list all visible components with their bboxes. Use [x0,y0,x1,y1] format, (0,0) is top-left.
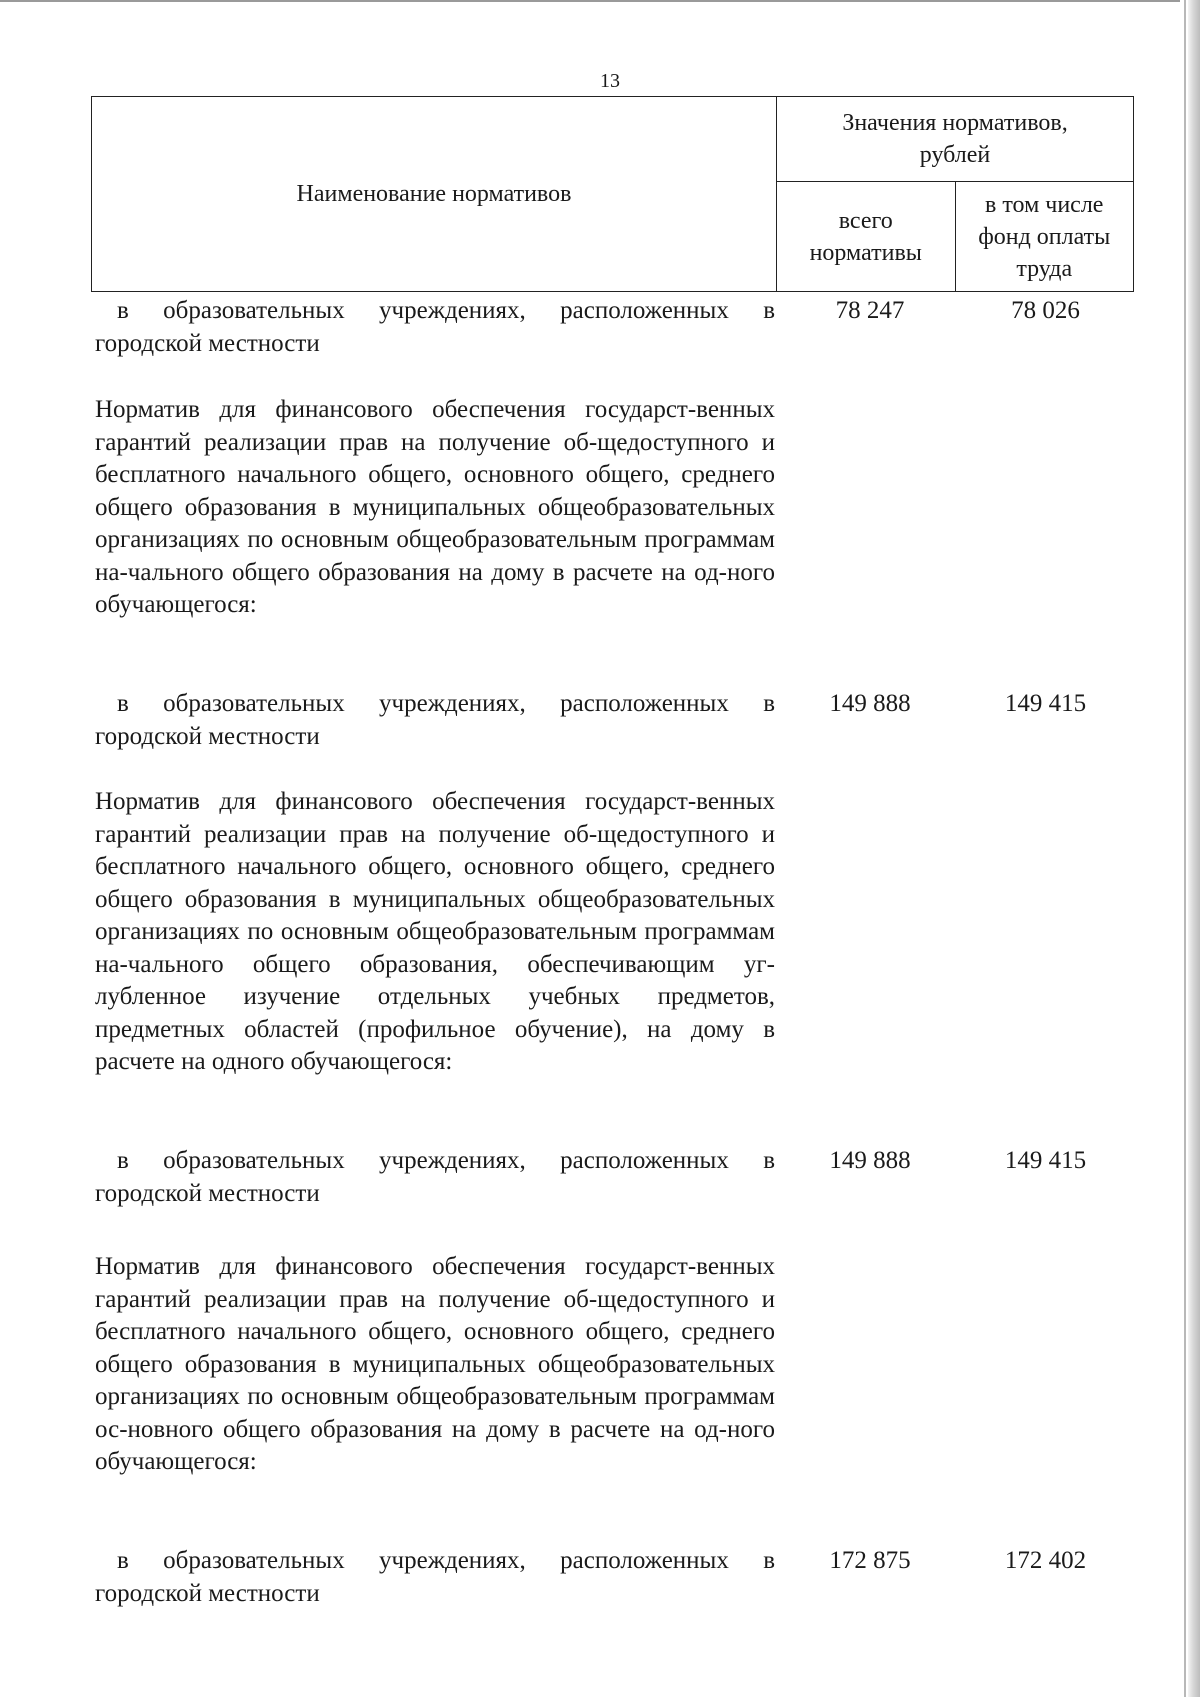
row-label [95,688,775,753]
row-label-rest: городской местности [95,722,320,750]
value-fund: 149 415 [1004,1147,1087,1174]
normative-paragraph: Норматив для финансового обеспечения государст-венных гарантий реализации прав на получение об-щедоступного и бесплатного начального общего, основного общего, среднего общего образования в муниципальных общеобразовательных организациях по основным общеобразовательным программам на-чального общего образования на дому в расчете на од-ного обучающегося: [95,396,775,618]
value-total: 149 888 [829,1147,911,1174]
row-label [95,295,775,360]
row-label-rest: городской местности [95,1179,320,1207]
row-label [95,1545,775,1610]
row-label-first-line: в образовательных учреждениях, расположенных в [117,1147,775,1174]
normative-paragraph: Норматив для финансового обеспечения государст-венных гарантий реализации прав на получение об-щедоступного и бесплатного начального общего, основного общего, среднего общего образования в муниципальных общеобразовательных организациях по основным общеобразовательным программам на-чального общего образования, обеспечивающим уг-лубленное изучение отдельных учебных предметов, предметных областей (профильное обучение), на дому в расчете на одного обучающегося: [95,788,775,1075]
value-fund: 78 026 [1011,297,1080,324]
value-total: 149 888 [829,690,911,717]
value-fund: 149 415 [1004,690,1087,717]
row-label-first-line: в образовательных учреждениях, расположенных в [117,297,775,324]
header-name-label: Наименование нормативов [296,181,572,207]
header-values-group-label: Значения нормативов, рублей [842,110,1068,168]
row-label-rest: городской местности [95,329,320,357]
row-label-first-line: в образовательных учреждениях, расположенных в [117,1547,775,1574]
header-fund-label: в том числе фонд оплаты труда [978,191,1111,282]
value-total: 78 247 [835,297,905,324]
row-label-rest: городской местности [95,1579,320,1607]
value-fund: 172 402 [1004,1547,1087,1574]
row-label-first-line: в образовательных учреждениях, расположенных в [117,690,775,717]
value-total: 172 875 [829,1547,911,1574]
row-label [95,1145,775,1210]
page-number: 13 [600,70,620,92]
normative-paragraph: Норматив для финансового обеспечения государст-венных гарантий реализации прав на получение об-щедоступного и бесплатного начального общего, основного общего, среднего общего образования в муниципальных общеобразовательных организациях по основным общеобразовательным программам ос-новного общего образования на дому в расчете на од-ного обучающегося: [95,1253,775,1475]
header-total-label: всего нормативы [809,207,922,266]
